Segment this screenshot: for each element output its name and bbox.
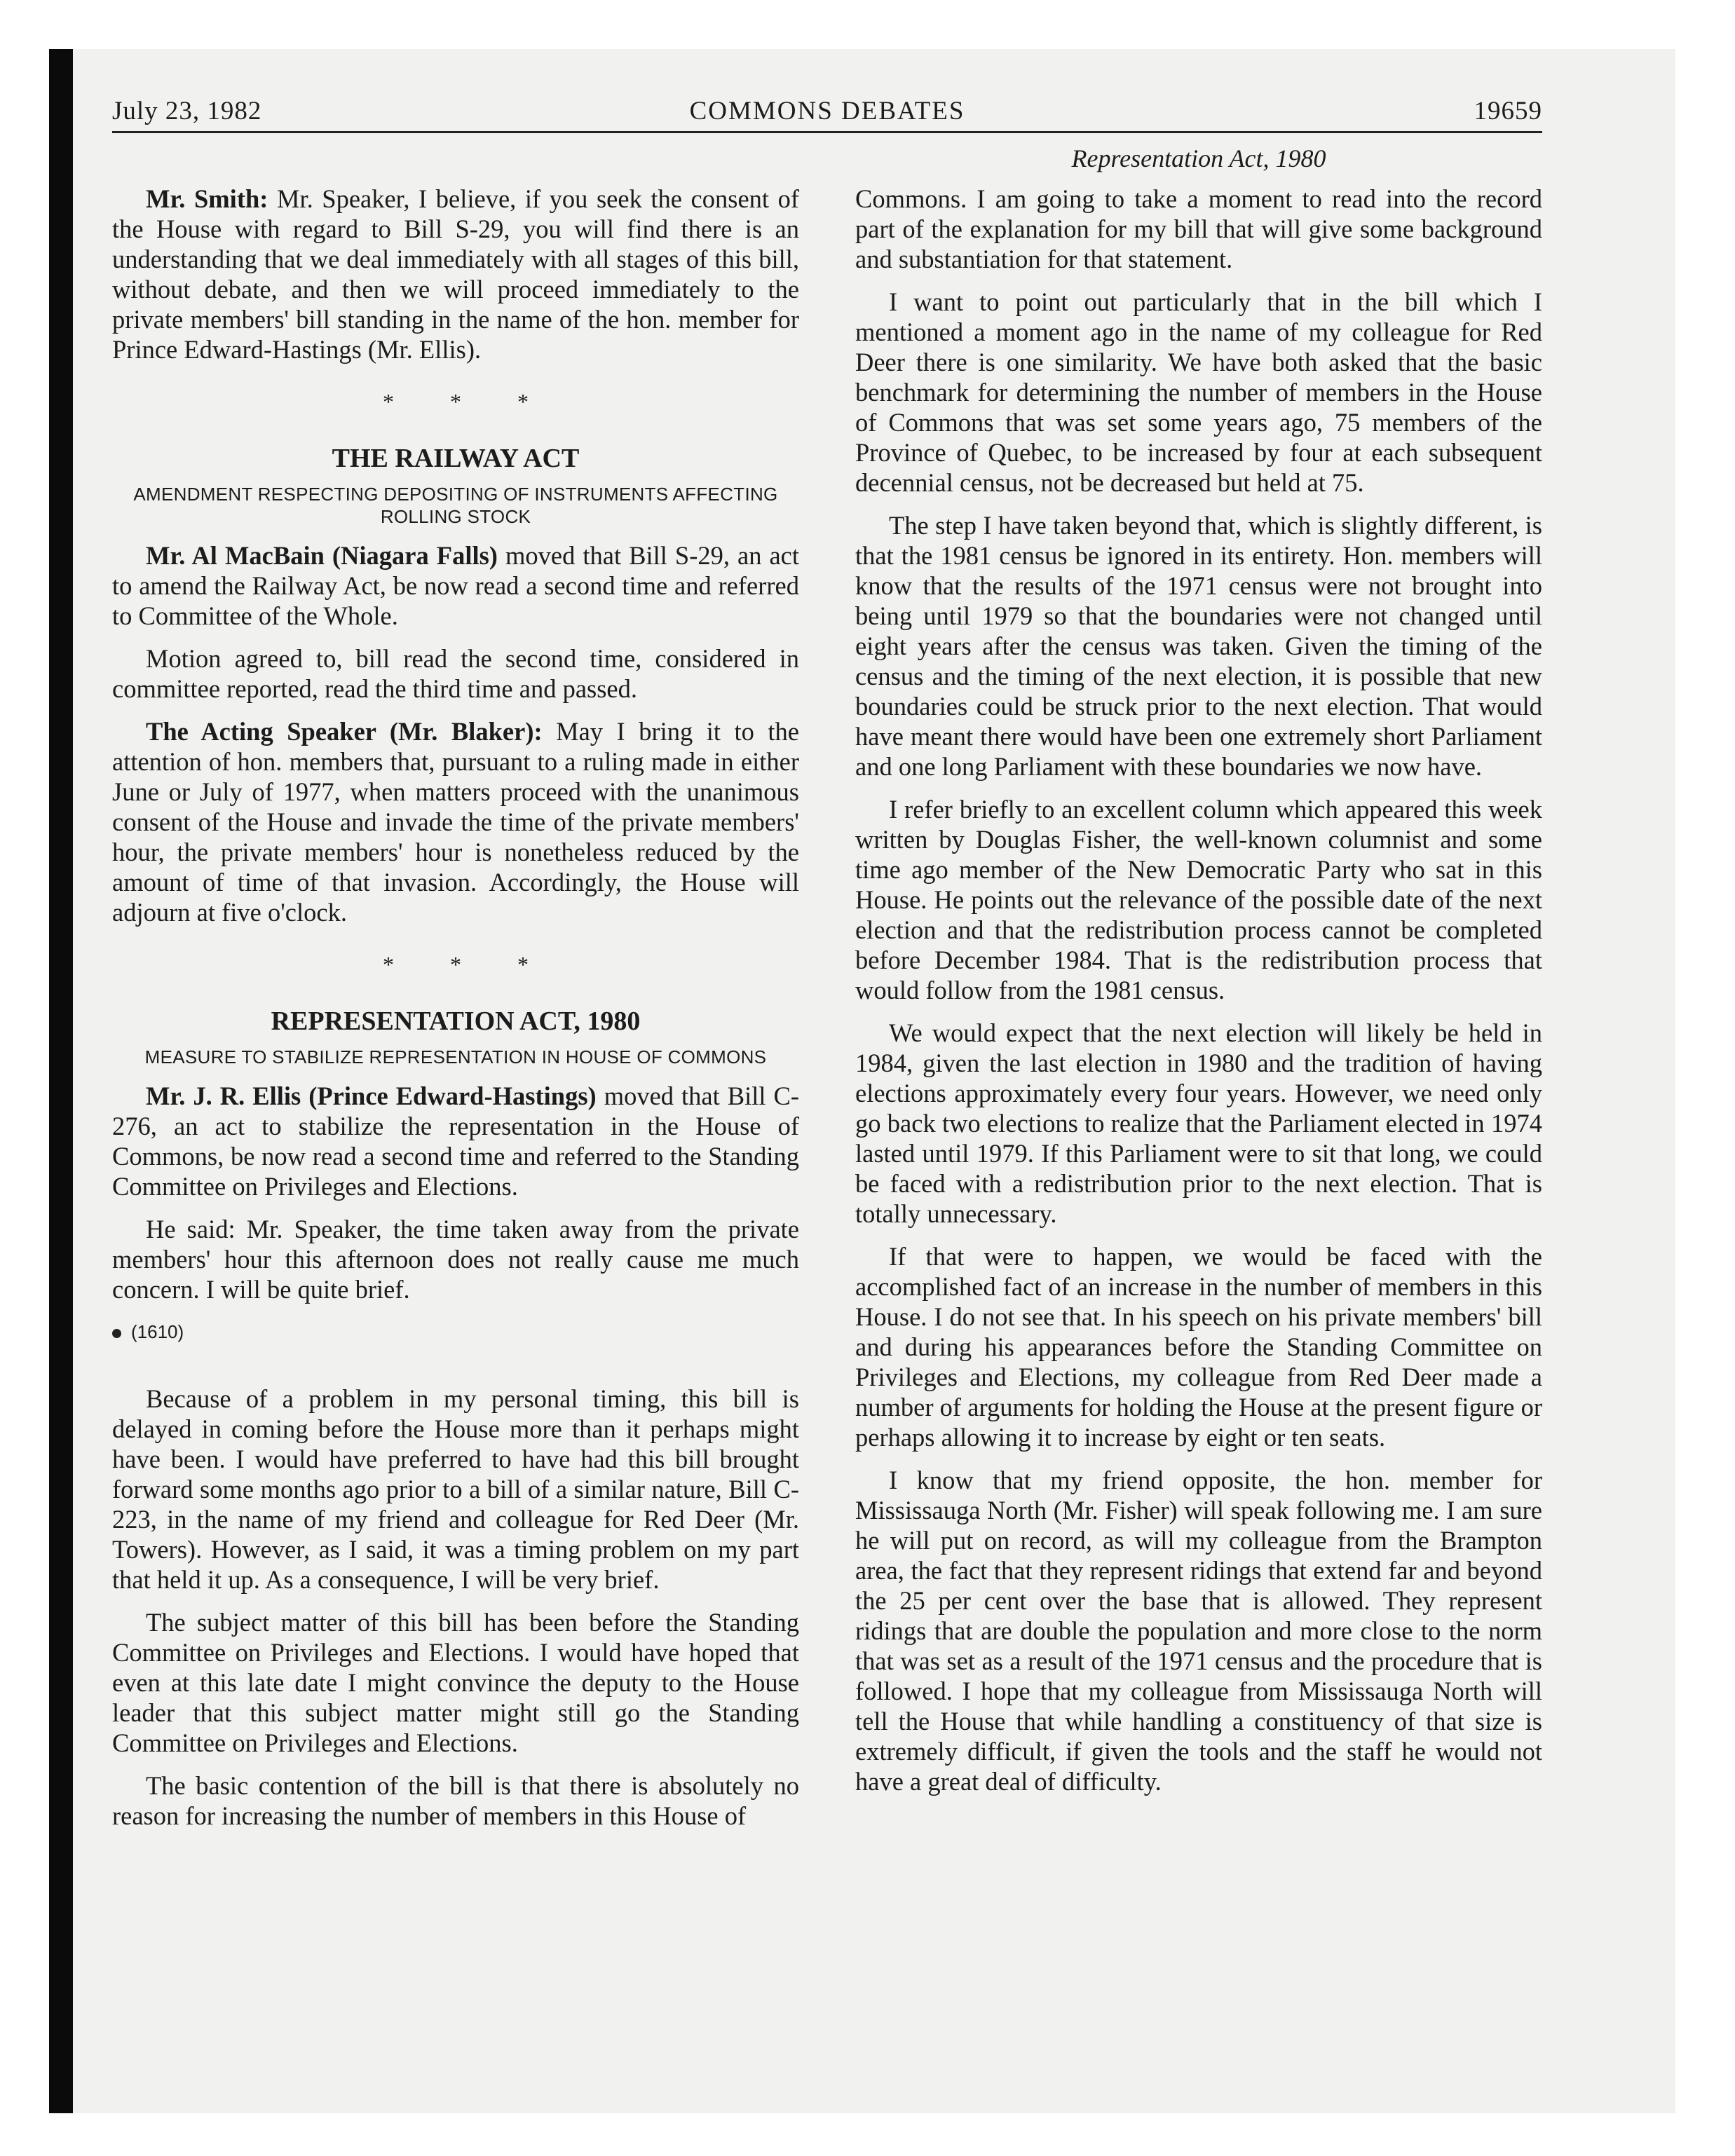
speaker-name: Mr. J. R. Ellis (Prince Edward-Hastings) [146,1082,597,1110]
right-column [855,184,1542,1809]
paragraph: The subject matter of this bill has been before the Standing Committee on Privileges and Elections. I would have hoped that even at this late date I might convince the deputy to the House leader that this subject matter might still go the Standing Committee on Privileges and Elections. [112,1608,799,1757]
time-marker [112,1317,799,1347]
time-marker-text: (1610) [131,1321,184,1342]
binding-edge [49,49,73,2113]
page-header [112,96,1542,131]
header-page-number: 19659 [1474,97,1542,125]
paragraph-text: moved that Bill S-29, an act to amend the Railway Act, be now read a second time and referred to Committee of the Whole. [112,541,800,630]
paragraph-text: Mr. Speaker, I believe, if you seek the consent of the House with regard to Bill S-29, you will find there is an understanding that we deal immediately with all stages of this bill, without debate, and then we will proceed immediately to the private members' bill standing in the name of the hon. member for Prince Edward-Hastings (Mr. Ellis). [112,184,799,364]
paragraph [112,184,799,364]
paragraph [112,1081,799,1201]
paragraph: Because of a problem in my personal timing, this bill is delayed in coming before the House more than it perhaps might have been. I would have preferred to have had this bill brought forward some months ago prior to a bill of a similar nature, Bill C-223, in the name of my friend and colleague for Red Deer (Mr. Towers). However, as I said, it was a timing problem on my part that held it up. As a consequence, I will be very brief. [112,1384,799,1594]
section-subheading: MEASURE TO STABILIZE REPRESENTATION IN HOUSE OF COMMONS [144,1046,767,1067]
section-heading: REPRESENTATION ACT, 1980 [271,1007,641,1036]
paragraph: We would expect that the next election will likely be held in 1984, given the last election in 1980 and the tradition of having elections approximately every four years. However, we need only go back two elections to realize that the Parliament elected in 1974 lasted until 1979. If this Parliament were to sit that long, we could be faced with a redistribution prior to the next election. That is totally unnecessary. [855,1018,1542,1228]
header-rule [112,131,1542,133]
left-column [112,184,799,1843]
running-head: Representation Act, 1980 [1071,144,1326,172]
section-separator: * * * [383,389,554,414]
paragraph: I refer briefly to an excellent column which appeared this week written by Douglas Fisher, the well-known columnist and some time ago member of the New Democratic Party who sat in this House. He points out the relevance of the possible date of the next election and that the redistribution process cannot be completed before December 1984. That is the redistribution process that would follow from the 1981 census. [855,795,1542,1004]
paragraph: Motion agreed to, bill read the second time, considered in committee reported, read the third time and passed. [112,644,799,703]
header-date: July 23, 1982 [112,97,262,125]
paragraph: If that were to happen, we would be faced with the accomplished fact of an increase in the number of members in this House. I do not see that. In his speech on his private members' bill and during his appearances before the Standing Committee on Privileges and Elections, my colleague from Red Deer made a number of arguments for holding the House at the present figure or perhaps allowing it to increase by eight or ten seats. [855,1242,1542,1452]
paragraph: He said: Mr. Speaker, the time taken away from the private members' hour this afternoon does not really cause me much concern. I will be quite brief. [112,1215,799,1304]
section-heading: THE RAILWAY ACT [332,444,580,473]
paragraph: The step I have taken beyond that, which is slightly different, is that the 1981 census be ignored in its entirety. Hon. members will know that the results of the 1971 census were not brought into being until 1979 so that the boundaries were not changed until eight years after the census was taken. Given the timing of the census and the timing of the next election, it is possible that new boundaries could be struck prior to the next election. That would have meant there would have been one extremely short Parliament and one long Parliament with these boundaries we now have. [855,511,1542,781]
paragraph-text: May I bring it to the attention of hon. members that, pursuant to a ruling made in either June or July of 1977, when matters proceed with the unanimous consent of the House and invade the time of the private members' hour, the private members' hour is nonetheless reduced by the amount of time of that invasion. Accordingly, the House will adjourn at five o'clock. [112,717,799,927]
paragraph: Commons. I am going to take a moment to read into the record part of the explanation for my bill that will give some background and substantiation for that statement. [855,184,1542,273]
speaker-name: Mr. Al MacBain (Niagara Falls) [146,541,498,570]
paragraph: I want to point out particularly that in the bill which I mentioned a moment ago in the name of my colleague for Red Deer there is one similarity. We have both asked that the basic benchmark for determining the number of members in the House of Commons that was set some years ago, 75 members of the Province of Quebec, to be increased by four at each subsequent decennial census, not be decreased but held at 75. [855,287,1542,497]
header-publication: COMMONS DEBATES [689,97,965,125]
speaker-name: The Acting Speaker (Mr. Blaker): [146,717,543,746]
section-subheading: AMENDMENT RESPECTING DEPOSITING OF INSTRUMENTS AFFECTING ROLLING STOCK [133,484,778,527]
paragraph: I know that my friend opposite, the hon. member for Mississauga North (Mr. Fisher) will speak following me. I am sure he will put on record, as will my colleague from the Brampton area, the fact that they represent ridings that extend far and beyond the 25 per cent over the base that is allowed. They represent ridings that are double the population and more close to the norm that was set as a result of the 1971 census and the procedure that is followed. I hope that my colleague from Mississauga North will tell the House that while handling a constituency of that size is extremely difficult, if given the tools and the staff he would not have a great deal of difficulty. [855,1466,1542,1796]
section-separator: * * * [383,952,554,977]
paragraph-text: moved that Bill C-276, an act to stabilize the representation in the House of Commons, be now read a second time and referred to the Standing Committee on Privileges and Elections. [112,1082,800,1201]
bullet-icon [112,1329,121,1338]
speaker-name: Mr. Smith: [146,184,268,213]
paragraph: The basic contention of the bill is that there is absolutely no reason for increasing the number of members in this House of [112,1771,799,1830]
paragraph [112,540,799,631]
paragraph [112,716,799,927]
